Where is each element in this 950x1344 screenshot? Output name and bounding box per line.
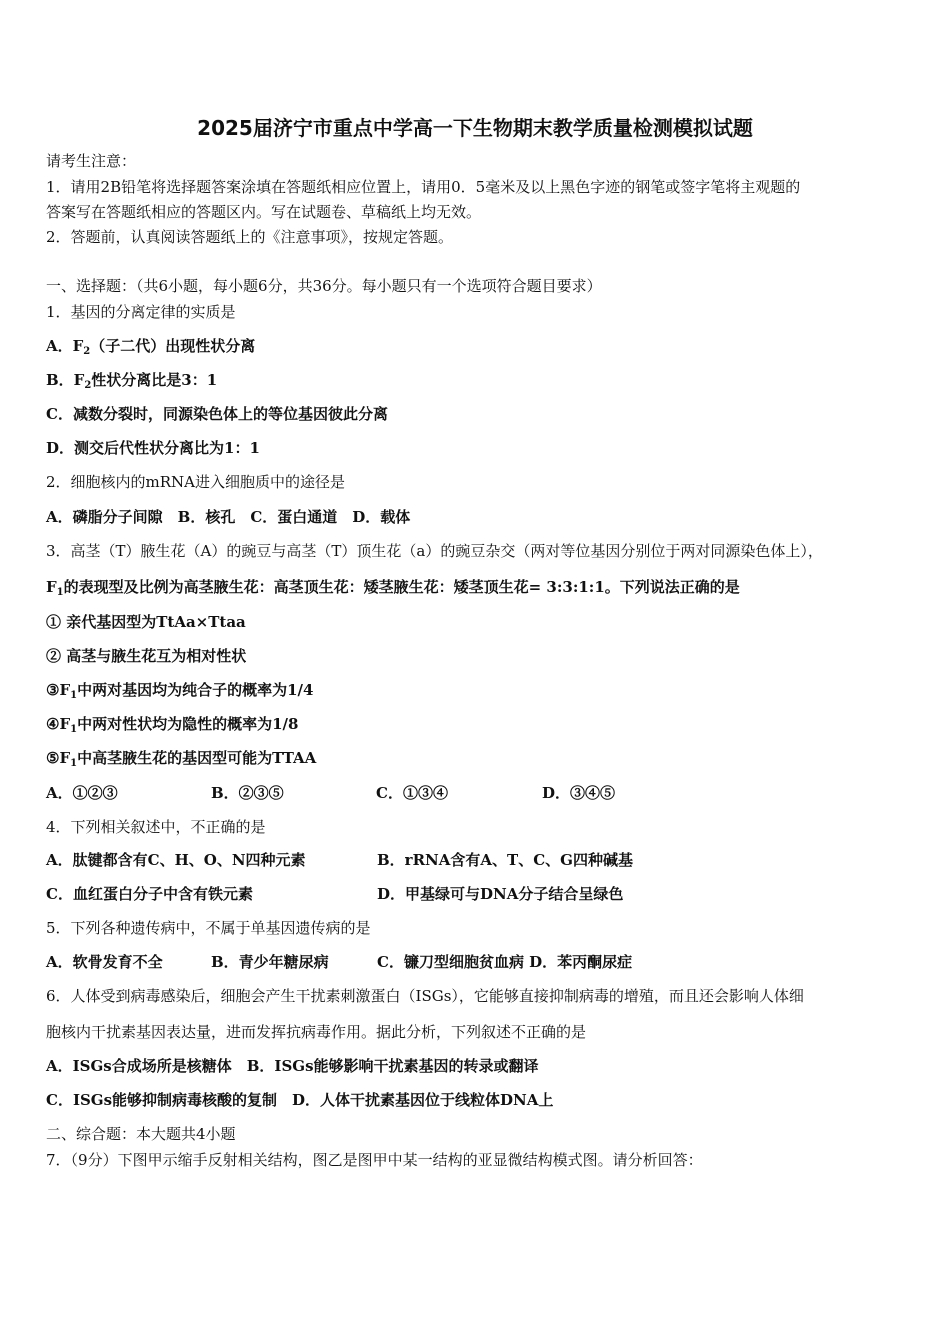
q6-stem-1: 6．人体受到病毒感染后，细胞会产生干扰素刺激蛋白（ISGs），它能够直接抑制病毒的增殖，而且还会影响人体细 — [46, 987, 804, 1005]
q4-options-row-2 — [46, 884, 623, 904]
q5-options-row — [46, 952, 632, 972]
q4-option-b: B．rRNA含有A、T、C、G四种碱基 — [377, 851, 633, 869]
q5-option-b: B．青少年糖尿病 — [211, 953, 329, 971]
q3-statement-4: $④F_1$中两对性状均为隐性的概率为1/8 — [46, 715, 299, 735]
q1-option-a: A．$F_2$（子二代）出现性状分离 — [46, 337, 256, 357]
notice-heading: 请考生注意： — [46, 152, 137, 170]
q2-options: A．磷脂分子间隙 B．核孔 C．蛋白通道 D．载体 — [46, 508, 411, 526]
q4-option-a: A．肽键都含有C、H、O、N四种元素 — [46, 851, 306, 869]
notice-item-2: 2．答题前，认真阅读答题纸上的《注意事项》，按规定答题。 — [46, 228, 454, 246]
q1-option-b: B．$F_2$性状分离比是3：1 — [46, 371, 218, 391]
q3-options-row — [46, 783, 615, 803]
q4-stem: 4．下列相关叙述中，不正确的是 — [46, 818, 266, 836]
q6-options-cd: C．ISGs能够抑制病毒核酸的复制 D．人体干扰素基因位于线粒体DNA上 — [46, 1091, 554, 1109]
q3-stem-1: 3．高茎（T）腋生花（A）的豌豆与高茎（T）顶生花（a）的豌豆杂交（两对等位基因分别位于两对同源染色体上）， — [46, 542, 823, 560]
q4-options-row-1 — [46, 850, 633, 870]
q1-stem: 1．基因的分离定律的实质是 — [46, 303, 236, 321]
q2-stem: 2．细胞核内的mRNA进入细胞质中的途径是 — [46, 473, 346, 491]
q3-statement-1: ① 亲代基因型为TtAa×Ttaa — [46, 613, 246, 631]
q3-option-d: D．③④⑤ — [542, 784, 616, 802]
q4-option-c: C．血红蛋白分子中含有铁元素 — [46, 885, 253, 903]
q5-option-cd: C．镰刀型细胞贫血病 D．苯丙酮尿症 — [377, 953, 633, 971]
q3-statement-2: ② 高茎与腋生花互为相对性状 — [46, 647, 247, 665]
q3-option-b: B．②③⑤ — [211, 784, 284, 802]
q4-option-d: D．甲基绿可与DNA分子结合呈绿色 — [377, 885, 624, 903]
section-1-heading: 一、选择题：（共6小题，每小题6分，共36分。每小题只有一个选项符合题目要求） — [46, 277, 602, 295]
q7-stem: 7．（9分）下图甲示缩手反射相关结构，图乙是图甲中某一结构的亚显微结构模式图。请分析回答： — [46, 1151, 703, 1169]
q1-option-c: C．减数分裂时，同源染色体上的等位基因彼此分离 — [46, 405, 388, 423]
q3-stem-2: $F_1$的表现型及比例为高茎腋生花：高茎顶生花：矮茎腋生花：矮茎顶生花= 3:3:1:1。下列说法正确的是 — [46, 578, 740, 598]
notice-item-1b: 答案写在答题纸相应的答题区内。写在试题卷、草稿纸上均无效。 — [46, 203, 482, 221]
q5-stem: 5．下列各种遗传病中，不属于单基因遗传病的是 — [46, 919, 371, 937]
q3-option-a: A．①②③ — [46, 784, 118, 802]
page-title: 2025届济宁市重点中学高一下生物期末教学质量检测模拟试题 — [197, 116, 753, 140]
q1-option-d: D．测交后代性状分离比为1：1 — [46, 439, 260, 457]
section-2-heading: 二、综合题：本大题共4小题 — [46, 1125, 236, 1143]
q6-stem-2: 胞核内干扰素基因表达量，进而发挥抗病毒作用。据此分析，下列叙述不正确的是 — [46, 1023, 587, 1041]
q3-statement-5: $⑤F_1$中高茎腋生花的基因型可能为TTAA — [46, 749, 317, 769]
notice-item-1a: 1．请用2B铅笔将选择题答案涂填在答题纸相应位置上，请用0．5毫米及以上黑色字迹的钢笔或签字笔将主观题的 — [46, 178, 801, 196]
q3-statement-3: $③F_1$中两对基因均为纯合子的概率为1/4 — [46, 681, 314, 701]
q5-option-a: A．软骨发育不全 — [46, 953, 163, 971]
q6-options-ab: A．ISGs合成场所是核糖体 B．ISGs能够影响干扰素基因的转录或翻译 — [46, 1057, 539, 1075]
q3-option-c: C．①③④ — [376, 784, 448, 802]
